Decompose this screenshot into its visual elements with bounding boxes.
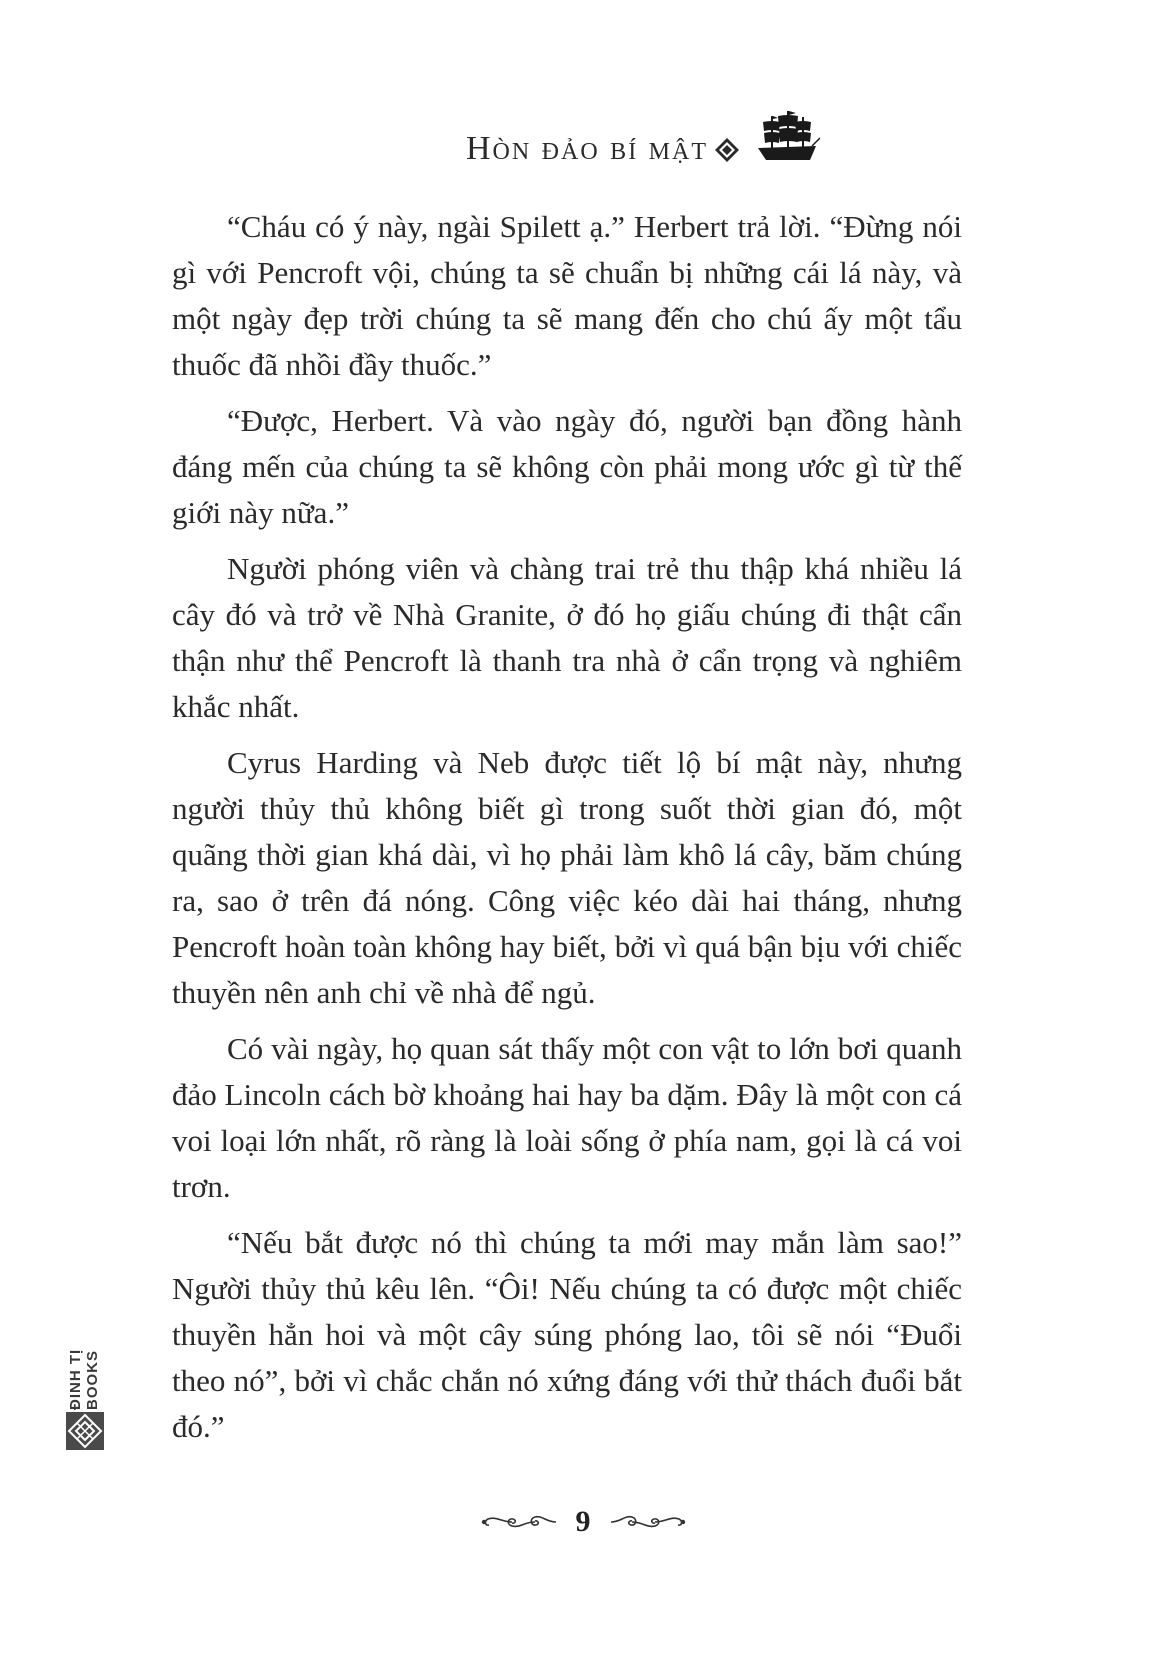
running-header bbox=[0, 108, 1166, 168]
paragraph-6: “Nếu bắt được nó thì chúng ta mới may mắn làm sao!” Người thủy thủ kêu lên. “Ôi! Nếu chúng ta có được một chiếc thuyền hẳn hoi và một cây súng phóng lao, tôi sẽ nói “Đuổi theo nó”, bởi vì chắc chắn nó xứng đáng với thử thách đuổi bắt đó.” bbox=[172, 1225, 962, 1444]
paragraph-2: “Được, Herbert. Và vào ngày đó, người bạn đồng hành đáng mến của chúng ta sẽ không còn phải mong ước gì từ thế giới này nữa.” bbox=[172, 403, 962, 530]
paragraph-4: Cyrus Harding và Neb được tiết lộ bí mật này, nhưng người thủy thủ không biết gì trong suốt thời gian đó, một quãng thời gian khá dài, vì họ phải làm khô lá cây, băm chúng ra, sao ở trên đá nóng. Công việc kéo dài hai tháng, nhưng Pencroft hoàn toàn không hay biết, bởi vì quá bận bịu với chiếc thuyền nên anh chỉ về nhà để ngủ. bbox=[172, 745, 962, 1010]
diamond-lattice-logo-icon bbox=[66, 1412, 104, 1450]
flourish-right-icon bbox=[609, 1511, 687, 1533]
paragraph-3: Người phóng viên và chàng trai trẻ thu thập khá nhiều lá cây đó và trở về Nhà Granite, ở đó họ giấu chúng đi thật cẩn thận như thể Pencroft là thanh tra nhà ở cẩn trọng và nghiêm khắc nhất. bbox=[172, 551, 962, 724]
page-footer bbox=[0, 1502, 1166, 1542]
publisher-mark bbox=[62, 1290, 106, 1452]
paragraph-5: Có vài ngày, họ quan sát thấy một con vật to lớn bơi quanh đảo Lincoln cách bờ khoảng hai hay ba dặm. Đây là một con cá voi loại lớn nhất, rõ ràng là loài sống ở phía nam, gọi là cá voi trơn. bbox=[172, 1031, 962, 1204]
sailing-ship-icon bbox=[754, 108, 820, 166]
publisher-name: ĐINH TỊ BOOKS bbox=[67, 1348, 101, 1410]
flourish-left-icon bbox=[480, 1511, 558, 1533]
running-header-inner bbox=[466, 108, 820, 166]
page-number: 9 bbox=[575, 1505, 591, 1538]
body-text bbox=[172, 204, 962, 1460]
paragraph-1: “Cháu có ý này, ngài Spilett ạ.” Herbert trả lời. “Đừng nói gì với Pencroft vội, chúng ta sẽ chuẩn bị những cái lá này, và một ngày đẹp trời chúng ta sẽ mang đến cho chú ấy một tẩu thuốc đã nhồi đầy thuốc.” bbox=[172, 209, 962, 382]
book-title: Hòn đảo bí mật bbox=[465, 130, 709, 167]
diamond-ornament-icon bbox=[714, 137, 740, 163]
